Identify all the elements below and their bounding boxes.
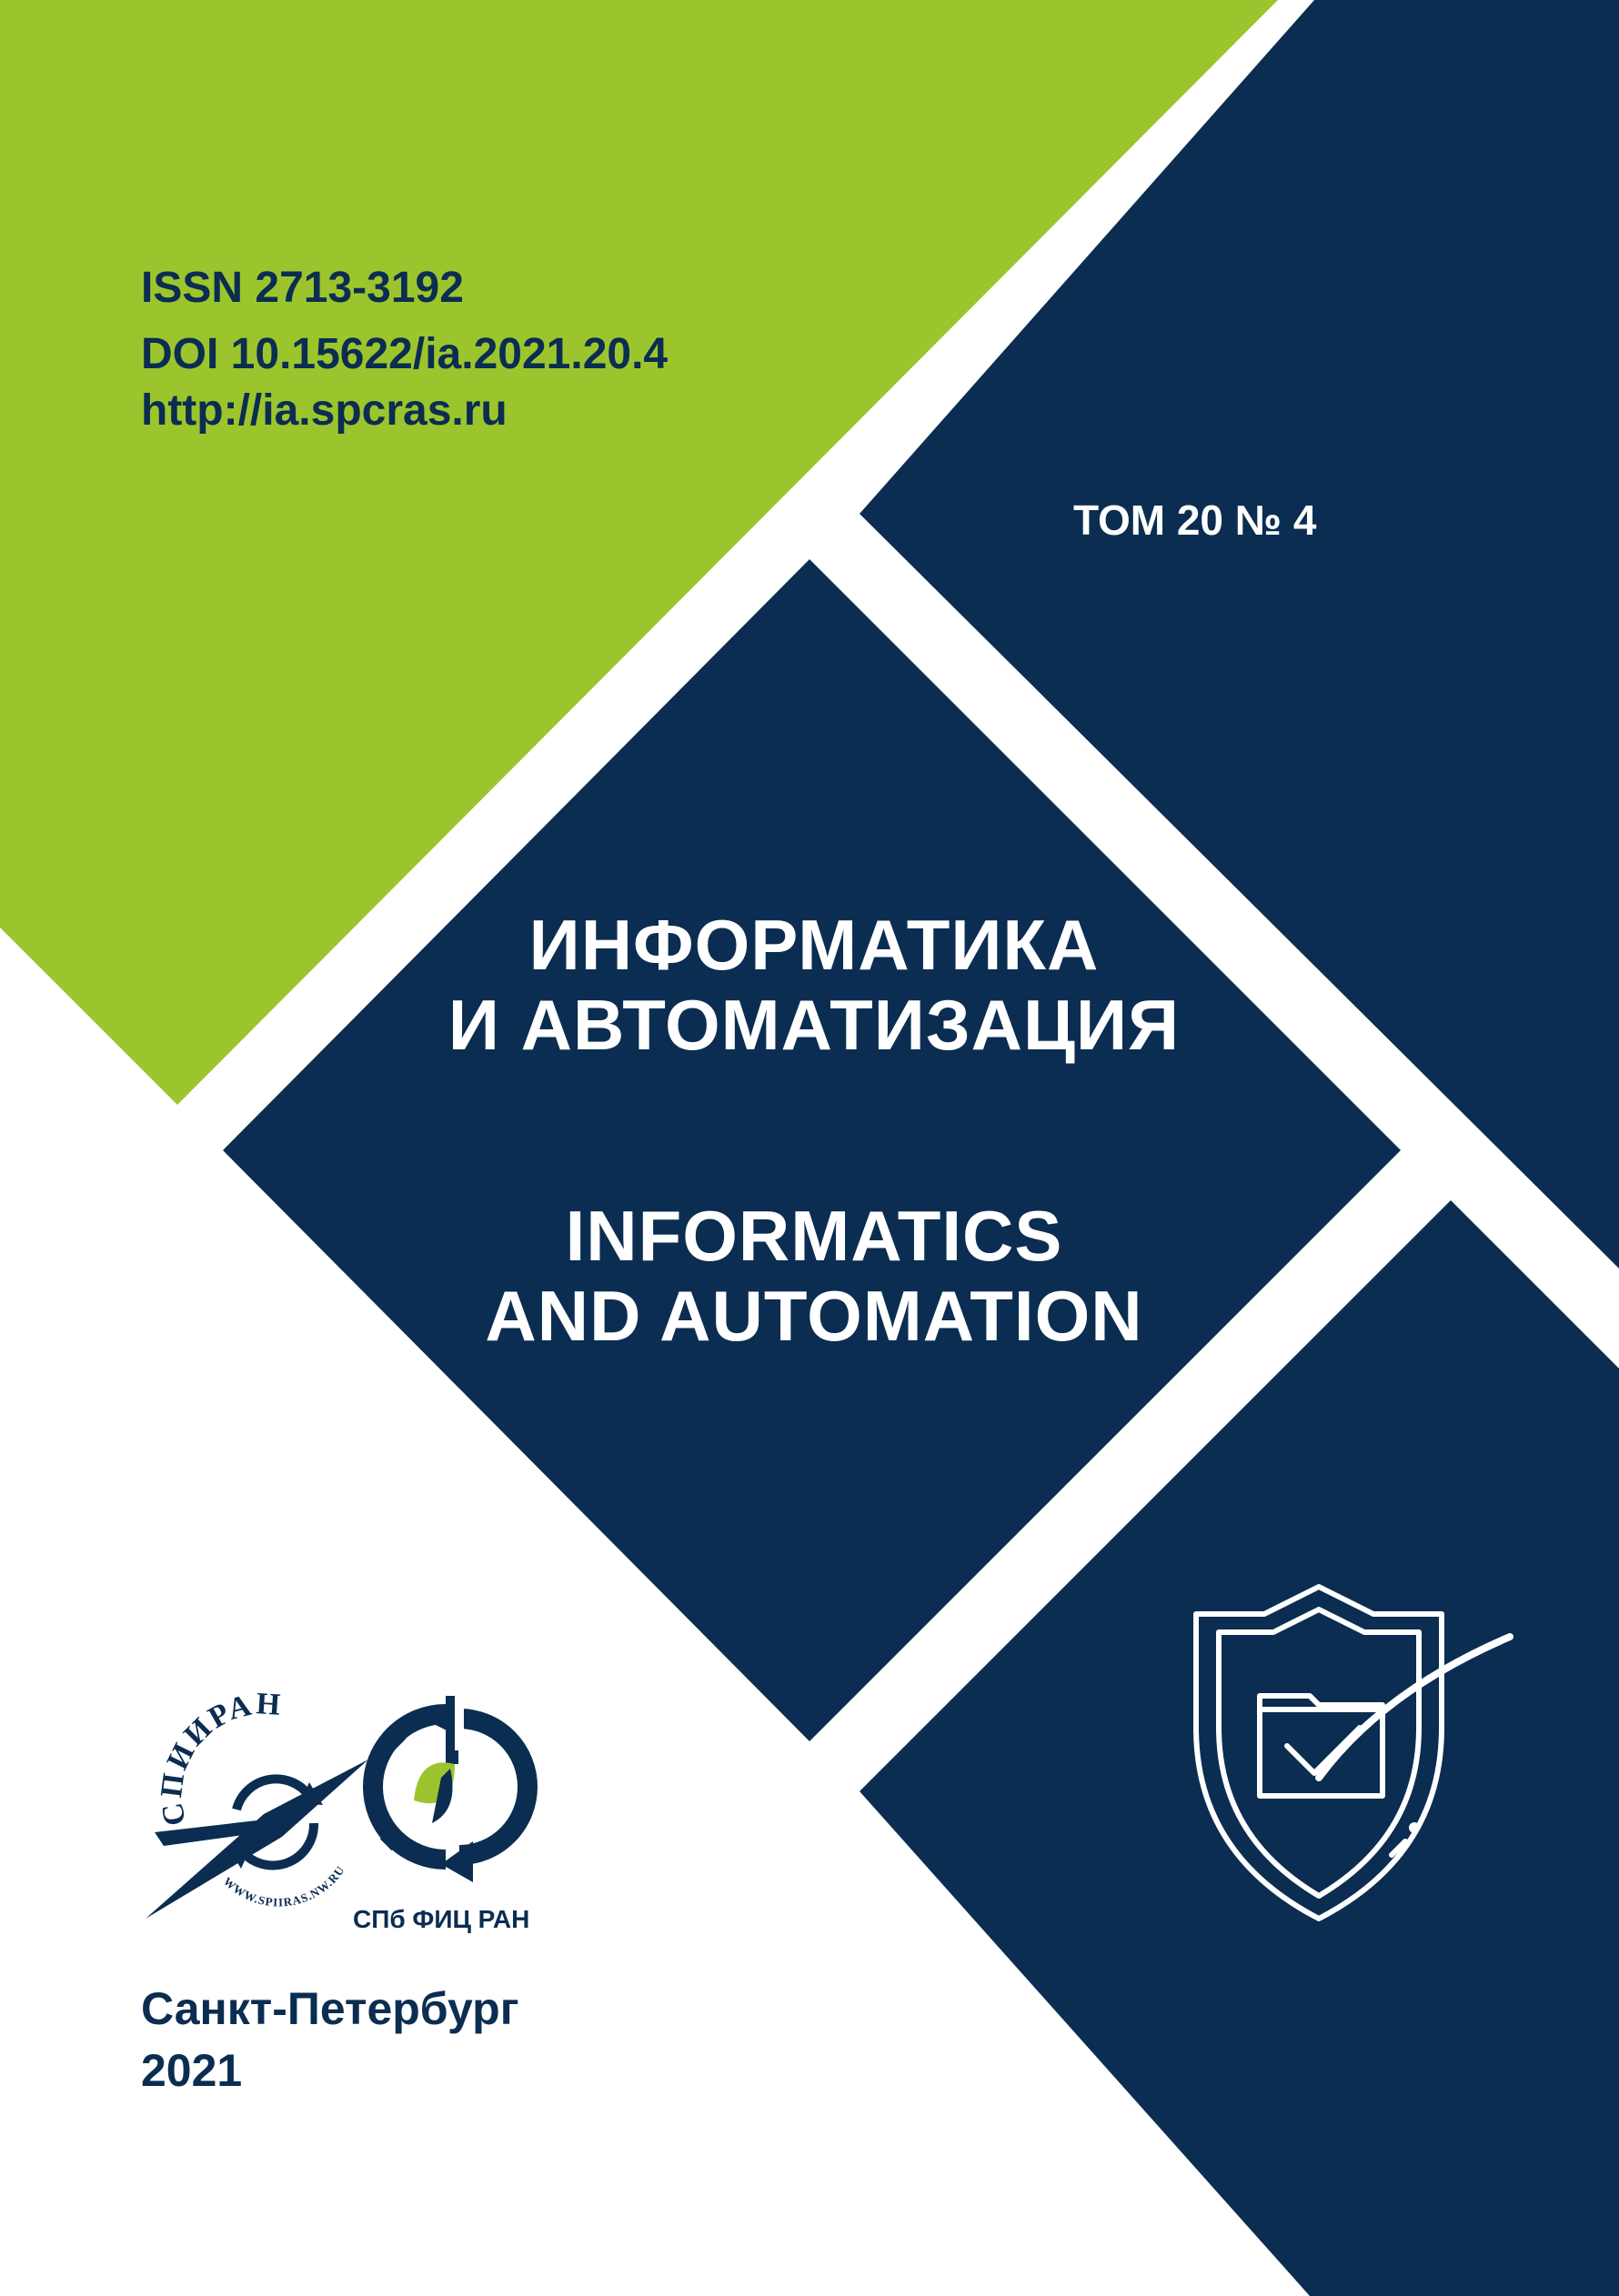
publisher-logos — [127, 1687, 600, 1950]
title-ru-line-1: ИНФОРМАТИКА — [528, 905, 1100, 985]
journal-url-link[interactable]: http://ia.spcras.ru — [141, 386, 508, 435]
spb-fic-ran-caption: СПб ФИЦ РАН — [353, 1905, 530, 1933]
svg-text:СПИИРАН — [155, 1687, 284, 1828]
svg-text:WWW.SPIIRAS.NW.RU — [221, 1863, 347, 1910]
title-ru-line-2: И АВТОМАТИЗАЦИЯ — [447, 985, 1181, 1065]
volume-issue-label: ТОМ 20 № 4 — [1073, 496, 1317, 544]
title-en-line-2: AND AUTOMATION — [485, 1276, 1143, 1356]
title-russian — [391, 905, 1237, 1065]
spiiran-arc-text: СПИИРАН — [154, 1687, 285, 1829]
year-text: 2021 — [141, 2045, 243, 2096]
city-text: Санкт-Петербург — [141, 1983, 519, 2034]
issn-text: ISSN 2713-3192 — [141, 264, 464, 312]
shield-folder-check-icon — [1182, 1582, 1528, 1928]
title-en-line-1: INFORMATICS — [565, 1196, 1063, 1276]
spiiran-url-text: WWW.SPIIRAS.NW.RU — [220, 1862, 347, 1910]
doi-text: DOI 10.15622/ia.2021.20.4 — [141, 330, 669, 378]
title-english — [391, 1196, 1237, 1356]
spb-fic-ran-logo-icon — [359, 1691, 541, 1891]
